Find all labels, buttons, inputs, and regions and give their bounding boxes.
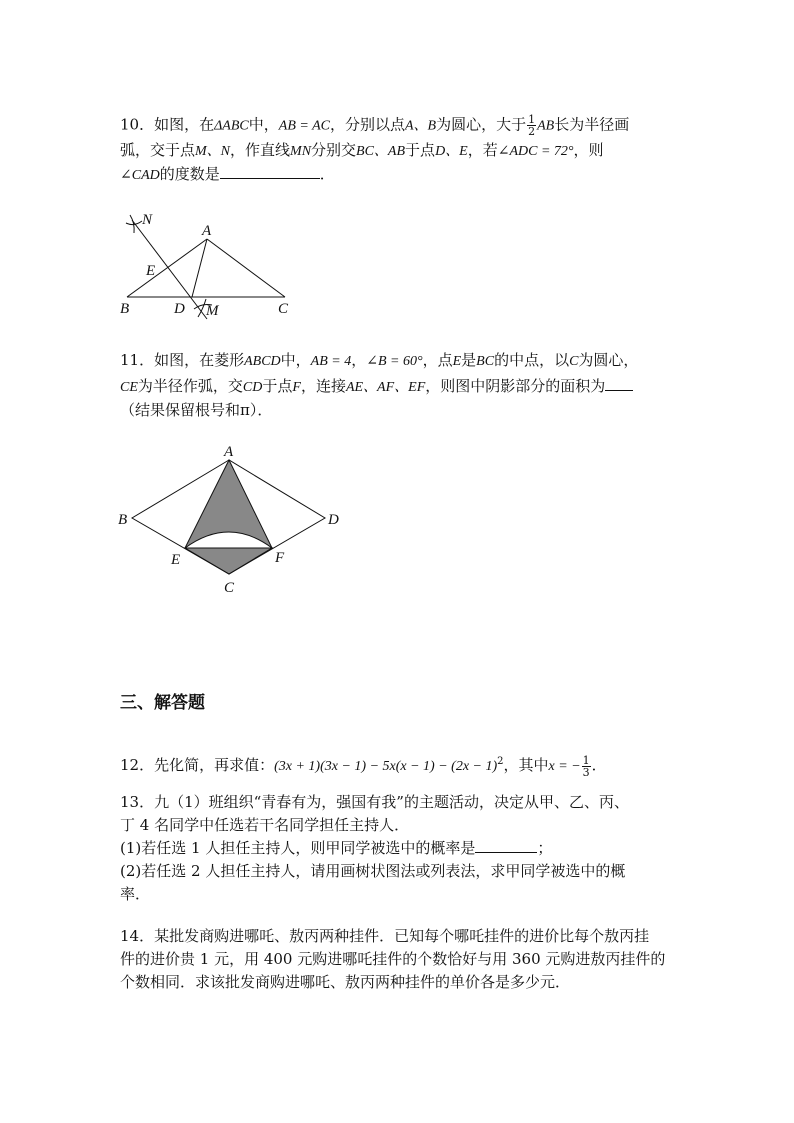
answer-blank[interactable] <box>475 838 537 853</box>
answer-blank[interactable] <box>605 376 633 391</box>
section-heading: 三、解答题 <box>120 693 205 713</box>
q11-line-3: （结果保留根号和π）． <box>120 401 273 419</box>
q13-line-5: 率． <box>120 885 151 903</box>
q13-line-3: (1)若任选 1 人担任主持人，则甲同学被选中的概率是 ； <box>120 839 553 857</box>
label-N: N <box>142 212 153 228</box>
label-E: E <box>171 552 181 568</box>
label-A: A <box>202 223 212 239</box>
q13-line-2: 丁 4 名同学中任选若干名同学担任主持人． <box>120 816 410 834</box>
answer-blank[interactable] <box>220 164 320 179</box>
q10-line-1: 10．如图，在ΔABC中，AB = AC，分别以点A、B为圆心，大于 $\frac{1}{2}$ AB长为半径画 <box>120 113 630 138</box>
label-D: D <box>174 301 185 317</box>
fraction-one-third: $\frac{1}{3}$ <box>582 753 590 779</box>
label-C: C <box>278 301 289 317</box>
q13-line-1: 13．九（1）班组织“青春有为，强国有我”的主题活动，决定从甲、乙、丙、 <box>120 793 629 811</box>
q14-line-2: 件的进价贵 1 元，用 400 元购进哪吒挂件的个数恰好与用 360 元购进敖丙挂件的 <box>120 950 666 968</box>
q14-line-1: 14．某批发商购进哪吒、敖丙两种挂件．已知每个哪吒挂件的进价比每个敖丙挂 <box>120 927 650 945</box>
q11-line-2: CE为半径作弧，交CD于点F，连接AE、AF、EF，则图中阴影部分的面积为 <box>120 376 633 398</box>
label-M: M <box>206 303 219 319</box>
q11-figure <box>110 440 350 600</box>
q14-line-3: 个数相同．求该批发商购进哪吒、敖丙两种挂件的单价各是多少元． <box>120 973 571 991</box>
fraction-one-half: $\frac{1}{2}$ <box>528 113 536 138</box>
label-C: C <box>224 580 235 596</box>
q10-figure <box>110 205 310 325</box>
label-F: F <box>275 550 285 566</box>
label-A: A <box>224 444 234 460</box>
q10-line-2: 弧，交于点M、N，作直线MN分别交BC、AB于点D、E，若∠ADC = 72°，则 <box>120 141 604 159</box>
label-D: D <box>328 512 339 528</box>
q12-line: 12．先化简，再求值：$(3x + 1)(3x - 1) - 5x(x - 1) - (2x - 1)^2$，其中x = − $\frac{1}{3}$ ． <box>120 753 607 779</box>
q11-line-1: 11．如图，在菱形ABCD中，AB = 4，∠B = 60°，点E是BC的中点，以C为圆心， <box>120 351 639 369</box>
q10-line-3: ∠CAD的度数是 ． <box>120 165 335 183</box>
label-E: E <box>146 263 156 279</box>
label-B: B <box>118 512 128 528</box>
label-B: B <box>120 301 130 317</box>
q13-line-4: (2)若任选 2 人担任主持人，请用画树状图法或列表法，求甲同学被选中的概 <box>120 862 626 880</box>
